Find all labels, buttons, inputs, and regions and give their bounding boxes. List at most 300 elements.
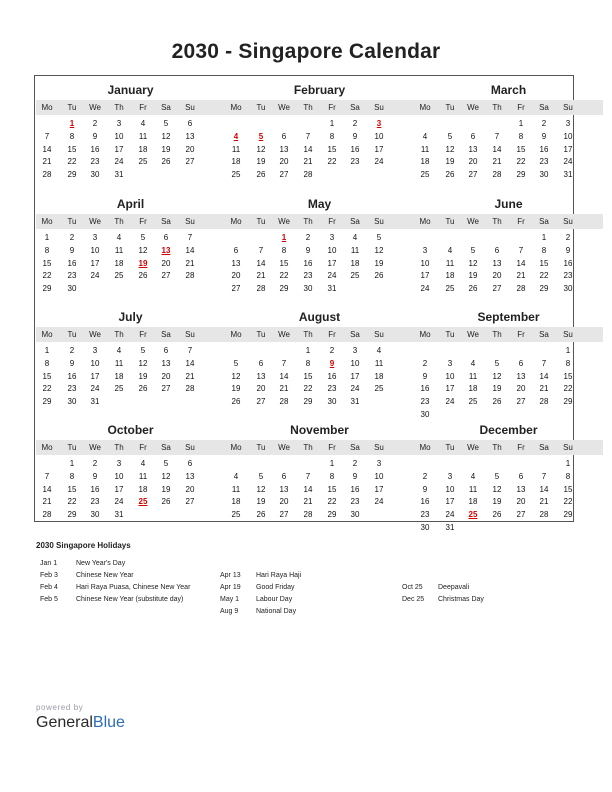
- weekday-label: Mo: [230, 330, 242, 339]
- day-cell: 31: [445, 523, 455, 532]
- day-cell: 31: [563, 170, 573, 180]
- day-cell: 31: [327, 284, 337, 294]
- day-cell: 18: [374, 371, 384, 381]
- day-cell: 2: [541, 119, 547, 128]
- day-cell: 23: [327, 384, 337, 394]
- day-cell: 6: [187, 119, 193, 128]
- day-cell: 21: [516, 271, 526, 281]
- day-cell: 26: [492, 510, 502, 520]
- day-cell: 13: [161, 358, 171, 368]
- day-cell: 18: [420, 157, 430, 167]
- day-cell: 26: [256, 510, 266, 520]
- day-cell: 17: [445, 384, 455, 394]
- weekday-label: Mo: [41, 443, 53, 452]
- day-cell: 8: [329, 471, 335, 481]
- day-cell: 12: [445, 144, 455, 154]
- day-cell: 4: [116, 233, 122, 242]
- weekday-label: Mo: [419, 443, 431, 452]
- day-cell: 23: [350, 157, 360, 167]
- day-cell: 18: [231, 157, 241, 167]
- day-cell: 12: [161, 131, 171, 141]
- day-cell: 9: [352, 471, 358, 481]
- day-cell: 9: [422, 371, 428, 381]
- day-cell: 26: [468, 284, 478, 294]
- day-cell: 3: [116, 119, 122, 128]
- holiday-name: Deepavali: [438, 584, 470, 591]
- weekday-label: Sa: [161, 103, 171, 112]
- day-cell: 6: [163, 233, 169, 242]
- day-cell: 11: [420, 144, 430, 154]
- day-cell: 5: [376, 233, 382, 242]
- day-cell: 29: [516, 170, 526, 180]
- day-cell: 9: [92, 131, 98, 141]
- day-cell: 29: [563, 397, 573, 407]
- holiday-day-cell: 4: [233, 131, 239, 141]
- month-name: July: [118, 310, 143, 324]
- weekday-label: Th: [303, 217, 313, 226]
- weekday-label: We: [89, 330, 101, 339]
- day-cell: 12: [231, 371, 241, 381]
- weekday-label: We: [467, 103, 479, 112]
- day-cell: 5: [494, 358, 500, 368]
- generalblue-logo[interactable]: [36, 714, 125, 732]
- weekday-header-row: [414, 214, 603, 229]
- day-cell: 4: [233, 471, 239, 481]
- day-cell: 12: [138, 358, 148, 368]
- day-cell: 1: [541, 233, 547, 242]
- day-cell: 3: [565, 119, 571, 128]
- weekday-label: Tu: [67, 217, 77, 226]
- weekday-label: Fr: [328, 217, 336, 226]
- day-cell: 14: [539, 484, 549, 494]
- day-cell: 21: [303, 157, 313, 167]
- holiday-day-cell: 5: [258, 131, 264, 141]
- day-cell: 26: [161, 497, 171, 507]
- holiday-name: New Year's Day: [76, 560, 126, 567]
- weekday-label: We: [278, 443, 290, 452]
- weekday-label: Tu: [445, 217, 455, 226]
- day-cell: 8: [69, 471, 75, 481]
- day-cell: 10: [374, 471, 384, 481]
- day-cell: 3: [329, 233, 335, 242]
- day-cell: 2: [92, 459, 98, 468]
- day-cell: 1: [44, 233, 50, 242]
- day-cell: 12: [161, 471, 171, 481]
- day-cell: 4: [447, 245, 453, 255]
- day-cell: 2: [329, 346, 335, 355]
- weekday-header-row: [225, 214, 414, 229]
- weekday-header-row: [36, 214, 225, 229]
- day-cell: 25: [468, 397, 478, 407]
- weekday-label: Sa: [161, 217, 171, 226]
- day-cell: 14: [42, 144, 52, 154]
- day-cell: 20: [185, 144, 195, 154]
- weekday-label: Sa: [350, 443, 360, 452]
- day-cell: 16: [420, 497, 430, 507]
- day-cell: 26: [161, 157, 171, 167]
- day-cell: 6: [518, 471, 524, 481]
- day-cell: 15: [563, 484, 573, 494]
- day-cell: 13: [516, 371, 526, 381]
- day-cell: 28: [279, 397, 289, 407]
- day-cell: 11: [114, 245, 124, 255]
- day-cell: 14: [42, 484, 52, 494]
- day-cell: 24: [563, 157, 573, 167]
- month-name: October: [107, 423, 154, 437]
- holiday-name: Hari Raya Puasa, Chinese New Year: [76, 584, 191, 591]
- day-cell: 19: [492, 384, 502, 394]
- day-cell: 6: [281, 131, 287, 141]
- weekday-label: Sa: [539, 443, 549, 452]
- weekday-header-row: [36, 440, 225, 455]
- day-cell: 16: [350, 484, 360, 494]
- day-cell: 24: [420, 284, 430, 294]
- day-cell: 23: [563, 271, 573, 281]
- day-cell: 15: [67, 484, 77, 494]
- day-cell: 10: [563, 131, 573, 141]
- day-cell: 25: [114, 384, 124, 394]
- holiday-day-cell: 1: [281, 233, 287, 242]
- day-cell: 26: [231, 397, 241, 407]
- day-cell: 16: [303, 258, 313, 268]
- day-cell: 16: [539, 144, 549, 154]
- day-cell: 22: [563, 384, 573, 394]
- holiday-name: Christmas Day: [438, 596, 484, 603]
- month-february: [225, 80, 414, 193]
- day-cell: 23: [350, 497, 360, 507]
- day-cell: 8: [305, 358, 311, 368]
- day-cell: 22: [563, 497, 573, 507]
- day-cell: 14: [185, 245, 195, 255]
- weekday-label: Sa: [539, 330, 549, 339]
- day-cell: 16: [90, 144, 100, 154]
- day-cell: 28: [185, 271, 195, 281]
- day-cell: 18: [138, 484, 148, 494]
- day-cell: 1: [69, 459, 75, 468]
- day-cell: 25: [231, 510, 241, 520]
- holiday-name: Labour Day: [256, 596, 293, 603]
- weekday-label: Tu: [256, 103, 266, 112]
- day-cell: 28: [256, 284, 266, 294]
- day-cell: 23: [420, 510, 430, 520]
- day-cell: 20: [161, 258, 171, 268]
- day-cell: 10: [374, 131, 384, 141]
- weekday-header-row: [414, 100, 603, 115]
- weekday-label: Su: [185, 103, 195, 112]
- weekday-header-row: [414, 327, 603, 342]
- day-cell: 11: [231, 484, 241, 494]
- day-cell: 3: [376, 459, 382, 468]
- day-cell: 18: [114, 371, 124, 381]
- day-cell: 16: [563, 258, 573, 268]
- weekday-label: Su: [185, 217, 195, 226]
- holiday-date: Dec 25: [402, 596, 425, 603]
- day-cell: 27: [492, 284, 502, 294]
- day-cell: 20: [279, 497, 289, 507]
- day-cell: 22: [42, 271, 52, 281]
- day-cell: 19: [161, 144, 171, 154]
- day-cell: 11: [468, 484, 478, 494]
- weekday-header-row: [414, 440, 603, 455]
- weekday-label: Mo: [41, 217, 53, 226]
- day-cell: 24: [114, 497, 124, 507]
- day-cell: 14: [516, 258, 526, 268]
- weekday-label: Tu: [67, 103, 77, 112]
- weekday-label: We: [467, 330, 479, 339]
- weekday-label: Fr: [517, 217, 525, 226]
- day-cell: 1: [565, 346, 571, 355]
- weekday-label: Fr: [328, 443, 336, 452]
- day-cell: 18: [114, 258, 124, 268]
- month-may: [225, 194, 414, 307]
- day-cell: 10: [114, 471, 124, 481]
- day-cell: 24: [374, 497, 384, 507]
- month-name: March: [490, 83, 527, 97]
- weekday-label: Su: [563, 330, 573, 339]
- holiday-name: National Day: [256, 608, 297, 615]
- day-cell: 30: [350, 510, 360, 520]
- weekday-label: Tu: [256, 330, 266, 339]
- holiday-date: Oct 25: [402, 584, 423, 591]
- day-cell: 27: [256, 397, 266, 407]
- day-cell: 11: [138, 131, 148, 141]
- day-cell: 28: [185, 384, 195, 394]
- day-cell: 26: [445, 170, 455, 180]
- day-cell: 13: [468, 144, 478, 154]
- day-cell: 19: [231, 384, 241, 394]
- day-cell: 4: [140, 459, 146, 468]
- day-cell: 1: [518, 119, 524, 128]
- day-cell: 4: [376, 346, 382, 355]
- day-cell: 22: [327, 157, 337, 167]
- day-cell: 30: [420, 410, 430, 419]
- day-cell: 10: [90, 358, 100, 368]
- day-cell: 29: [42, 284, 52, 294]
- day-cell: 30: [90, 510, 100, 520]
- day-cell: 11: [374, 358, 384, 368]
- day-cell: 17: [420, 271, 430, 281]
- day-cell: 9: [92, 471, 98, 481]
- month-november: [225, 420, 414, 533]
- day-cell: 29: [42, 397, 52, 407]
- day-cell: 25: [420, 170, 430, 180]
- day-cell: 5: [140, 233, 146, 242]
- day-cell: 24: [445, 397, 455, 407]
- day-cell: 21: [185, 258, 195, 268]
- weekday-label: Fr: [139, 217, 147, 226]
- day-cell: 20: [256, 384, 266, 394]
- day-cell: 21: [42, 497, 52, 507]
- day-cell: 30: [539, 170, 549, 180]
- day-cell: 10: [114, 131, 124, 141]
- day-cell: 8: [565, 358, 571, 368]
- day-cell: 4: [470, 358, 476, 368]
- weekday-header-row: [36, 327, 225, 342]
- day-cell: 19: [468, 271, 478, 281]
- day-cell: 11: [468, 371, 478, 381]
- day-cell: 29: [67, 170, 77, 180]
- day-cell: 1: [44, 346, 50, 355]
- day-cell: 22: [67, 157, 77, 167]
- day-cell: 24: [90, 384, 100, 394]
- day-cell: 15: [327, 144, 337, 154]
- weekday-label: Fr: [517, 443, 525, 452]
- weekday-label: Fr: [139, 443, 147, 452]
- day-cell: 3: [447, 358, 453, 368]
- day-cell: 15: [516, 144, 526, 154]
- month-name: November: [290, 423, 349, 437]
- day-cell: 10: [327, 245, 337, 255]
- weekday-label: Sa: [350, 217, 360, 226]
- day-cell: 22: [279, 271, 289, 281]
- day-cell: 26: [374, 271, 384, 281]
- month-name: April: [116, 197, 145, 211]
- day-cell: 14: [303, 144, 313, 154]
- day-cell: 3: [447, 471, 453, 481]
- weekday-label: Th: [303, 330, 313, 339]
- day-cell: 23: [90, 157, 100, 167]
- day-cell: 16: [67, 371, 77, 381]
- day-cell: 3: [92, 346, 98, 355]
- day-cell: 6: [518, 358, 524, 368]
- day-cell: 2: [422, 358, 428, 368]
- day-cell: 17: [563, 144, 573, 154]
- day-cell: 8: [44, 358, 50, 368]
- weekday-label: Sa: [161, 443, 171, 452]
- month-september: [414, 307, 603, 420]
- day-cell: 24: [327, 271, 337, 281]
- day-cell: 13: [185, 471, 195, 481]
- day-cell: 5: [470, 245, 476, 255]
- day-cell: 17: [327, 258, 337, 268]
- day-cell: 7: [258, 245, 264, 255]
- weekday-label: Mo: [419, 103, 431, 112]
- day-cell: 25: [350, 271, 360, 281]
- day-cell: 9: [69, 245, 75, 255]
- day-cell: 14: [539, 371, 549, 381]
- day-cell: 24: [445, 510, 455, 520]
- day-cell: 3: [92, 233, 98, 242]
- month-january: [36, 80, 225, 193]
- day-cell: 6: [187, 459, 193, 468]
- day-cell: 30: [420, 523, 430, 532]
- day-cell: 7: [541, 471, 547, 481]
- weekday-label: Fr: [328, 330, 336, 339]
- holiday-name: Good Friday: [256, 584, 295, 591]
- month-june: [414, 194, 603, 307]
- day-cell: 23: [67, 384, 77, 394]
- day-cell: 5: [258, 471, 264, 481]
- month-july: [36, 307, 225, 420]
- day-cell: 8: [565, 471, 571, 481]
- day-cell: 27: [279, 170, 289, 180]
- day-cell: 2: [352, 459, 358, 468]
- day-cell: 15: [327, 484, 337, 494]
- day-cell: 7: [44, 471, 50, 481]
- logo-text-general: General: [36, 714, 93, 731]
- day-cell: 19: [256, 157, 266, 167]
- weekday-header-row: [225, 440, 414, 455]
- day-cell: 4: [470, 471, 476, 481]
- weekday-label: Th: [303, 443, 313, 452]
- day-cell: 23: [303, 271, 313, 281]
- day-cell: 12: [468, 258, 478, 268]
- day-cell: 9: [422, 484, 428, 494]
- day-cell: 26: [492, 397, 502, 407]
- holiday-date: Feb 5: [40, 596, 58, 603]
- weekday-label: Su: [563, 217, 573, 226]
- day-cell: 7: [541, 358, 547, 368]
- day-cell: 6: [258, 358, 264, 368]
- weekday-label: Th: [492, 217, 502, 226]
- weekday-label: Mo: [230, 103, 242, 112]
- holiday-day-cell: 25: [138, 497, 148, 507]
- day-cell: 27: [185, 157, 195, 167]
- weekday-label: Tu: [256, 443, 266, 452]
- weekday-label: Tu: [445, 103, 455, 112]
- day-cell: 10: [420, 258, 430, 268]
- day-cell: 14: [279, 371, 289, 381]
- day-cell: 9: [352, 131, 358, 141]
- day-cell: 13: [516, 484, 526, 494]
- weekday-label: Th: [114, 103, 124, 112]
- day-cell: 24: [374, 157, 384, 167]
- weekday-label: Sa: [539, 103, 549, 112]
- day-cell: 20: [161, 371, 171, 381]
- day-cell: 20: [185, 484, 195, 494]
- day-cell: 12: [138, 245, 148, 255]
- day-cell: 27: [516, 510, 526, 520]
- day-cell: 29: [303, 397, 313, 407]
- weekday-label: Mo: [419, 217, 431, 226]
- day-cell: 7: [281, 358, 287, 368]
- logo-text-blue: Blue: [92, 714, 125, 731]
- holiday-day-cell: 19: [138, 258, 148, 268]
- day-cell: 11: [350, 245, 360, 255]
- day-cell: 13: [256, 371, 266, 381]
- day-cell: 2: [422, 471, 428, 481]
- weekday-label: Th: [114, 443, 124, 452]
- day-cell: 24: [114, 157, 124, 167]
- day-cell: 31: [90, 397, 100, 407]
- day-cell: 3: [116, 459, 122, 468]
- day-cell: 22: [67, 497, 77, 507]
- weekday-label: We: [278, 103, 290, 112]
- day-cell: 23: [67, 271, 77, 281]
- day-cell: 8: [44, 245, 50, 255]
- day-cell: 14: [185, 358, 195, 368]
- month-name: May: [307, 197, 332, 211]
- day-cell: 6: [494, 245, 500, 255]
- holiday-day-cell: 13: [161, 245, 171, 255]
- day-cell: 2: [305, 233, 311, 242]
- day-cell: 17: [374, 144, 384, 154]
- day-cell: 7: [305, 131, 311, 141]
- holiday-name: Chinese New Year: [76, 572, 134, 579]
- day-cell: 23: [90, 497, 100, 507]
- weekday-label: We: [278, 330, 290, 339]
- day-cell: 8: [281, 245, 287, 255]
- day-cell: 23: [420, 397, 430, 407]
- month-name: June: [494, 197, 523, 211]
- day-cell: 8: [541, 245, 547, 255]
- day-cell: 15: [279, 258, 289, 268]
- holiday-day-cell: 25: [468, 510, 478, 520]
- day-cell: 22: [303, 384, 313, 394]
- holidays-title: 2030 Singapore Holidays: [36, 541, 131, 550]
- weekday-label: Fr: [517, 330, 525, 339]
- weekday-header-row: [225, 327, 414, 342]
